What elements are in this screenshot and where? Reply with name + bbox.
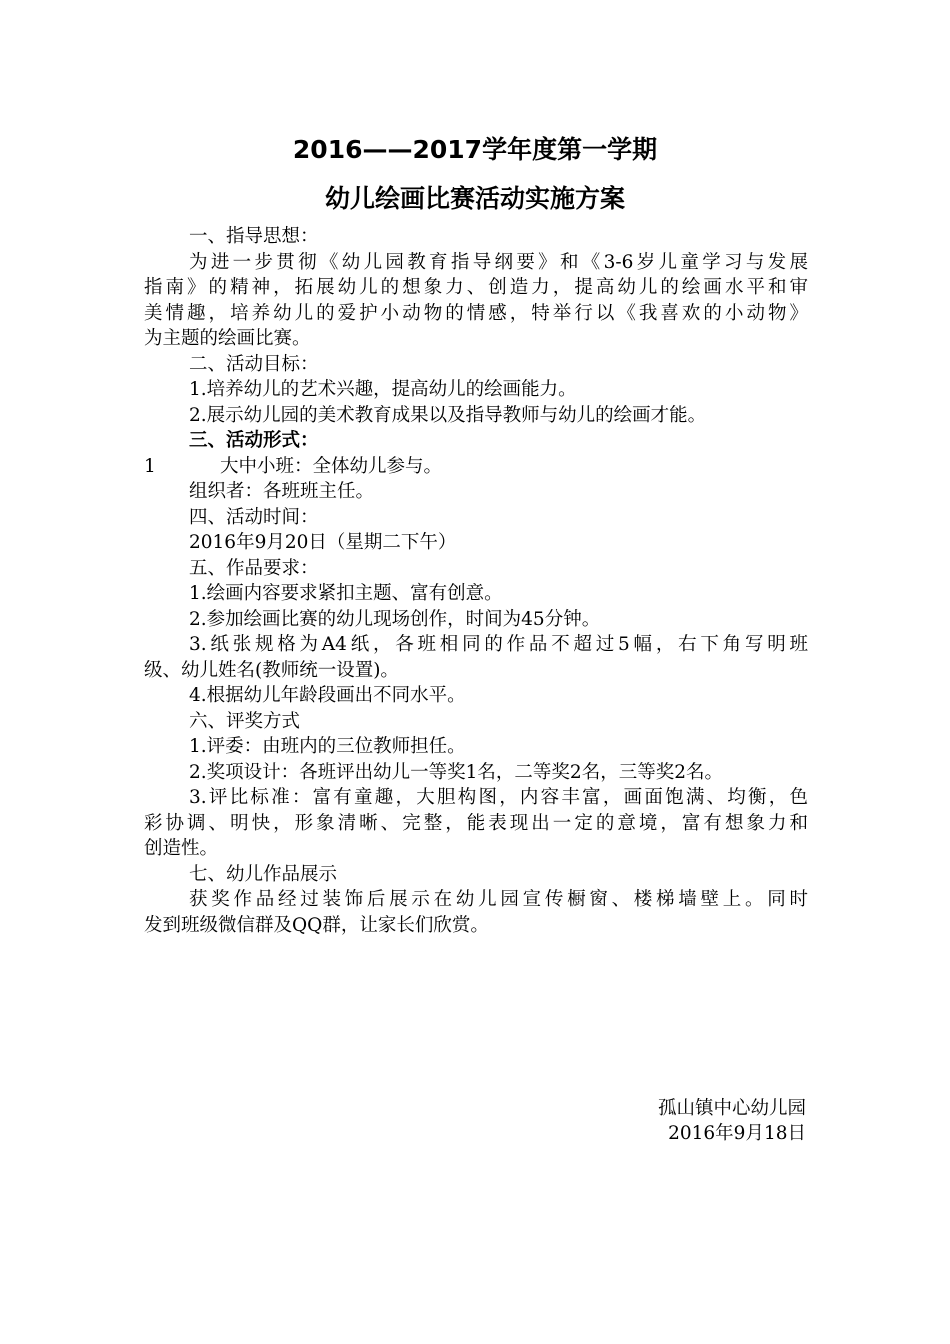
- section-2-item: 1.培养幼儿的艺术兴趣，提高幼儿的绘画能力。: [189, 379, 577, 400]
- section-1-paragraph-line: 为进一步贯彻《幼儿园教育指导纲要》和《3-6岁儿童学习与发展: [189, 251, 808, 273]
- signature-organization: 孤山镇中心幼儿园: [657, 1098, 806, 1119]
- section-6-item-continuation: 创造性。: [144, 838, 219, 859]
- list-item-text: 大中小班：全体幼儿参与。: [220, 455, 443, 477]
- section-5-item-continuation: 级、幼儿姓名(教师统一设置)。: [144, 659, 399, 681]
- section-3-numbered-item: [144, 454, 808, 480]
- section-5-item: 2.参加绘画比赛的幼儿现场创作，时间为45分钟。: [189, 608, 601, 630]
- section-1-paragraph-line: 为主题的绘画比赛。: [144, 328, 311, 349]
- section-6-item: 2.奖项设计：各班评出幼儿一等奖1名，二等奖2名，三等奖2名。: [189, 761, 723, 783]
- section-3-heading: 三、活动形式：: [189, 430, 319, 451]
- section-1-heading: 一、指导思想：: [189, 226, 319, 247]
- document-body: [144, 224, 808, 938]
- section-4-text: 2016年9月20日（星期二下午）: [189, 532, 457, 553]
- section-7-paragraph-line: 发到班级微信群及QQ群，让家长们欣赏。: [144, 914, 489, 936]
- section-5-heading: 五、作品要求：: [189, 557, 319, 579]
- section-5-item: 1.绘画内容要求紧扣主题、富有创意。: [189, 583, 503, 604]
- section-4-heading: 四、活动时间：: [189, 506, 319, 528]
- section-6-item-continuation: 彩协调、明快，形象清晰、完整，能表现出一定的意境，富有想象力和: [144, 812, 808, 834]
- section-7-paragraph-line: 获奖作品经过装饰后展示在幼儿园宣传橱窗、楼梯墙壁上。同时: [189, 889, 808, 910]
- section-1-paragraph-line: 指南》的精神，拓展幼儿的想象力、创造力，提高幼儿的绘画水平和审: [144, 277, 808, 298]
- section-1-paragraph-line: 美情趣，培养幼儿的爱护小动物的情感，特举行以《我喜欢的小动物》: [144, 302, 808, 324]
- signature-date: 2016年9月18日: [668, 1123, 806, 1144]
- section-5-item: 3.纸张规格为A4纸，各班相同的作品不超过5幅，右下角写明班: [189, 634, 808, 655]
- section-6-item: 3.评比标准：富有童趣，大胆构图，内容丰富，画面饱满、均衡，色: [189, 787, 808, 808]
- list-number: 1: [144, 455, 156, 477]
- section-3-item: 组织者：各班班主任。: [189, 481, 375, 502]
- section-2-item: 2.展示幼儿园的美术教育成果以及指导教师与幼儿的绘画才能。: [189, 404, 707, 426]
- signature-block: [658, 1096, 806, 1146]
- section-2-heading: 二、活动目标：: [189, 353, 319, 375]
- document-title-line-1: 2016——2017学年度第一学期: [292, 135, 658, 164]
- document-title-line-2: 幼儿绘画比赛活动实施方案: [324, 184, 625, 213]
- section-6-item: 1.评委：由班内的三位教师担任。: [189, 736, 466, 757]
- section-5-item: 4.根据幼儿年龄段画出不同水平。: [189, 685, 466, 706]
- section-6-heading: 六、评奖方式: [189, 710, 301, 732]
- section-7-heading: 七、幼儿作品展示: [189, 863, 338, 885]
